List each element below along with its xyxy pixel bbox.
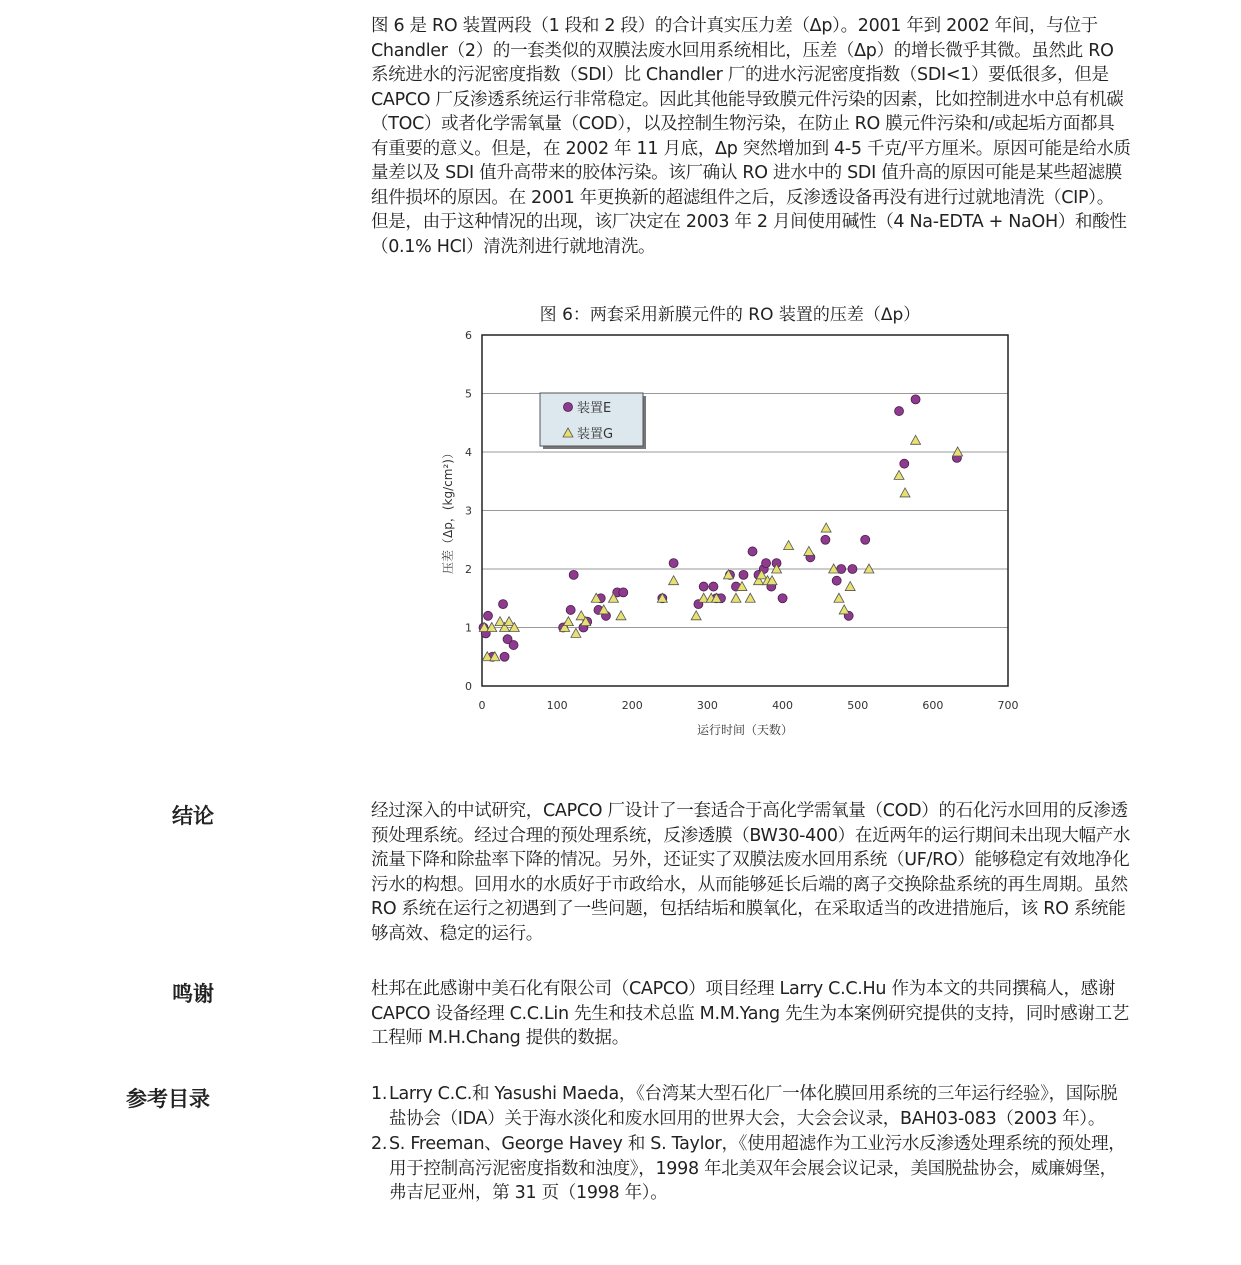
x-tick-label: 300 bbox=[696, 699, 718, 712]
x-tick-label: 700 bbox=[997, 699, 1019, 712]
data-point-circle bbox=[762, 559, 771, 568]
x-tick-label: 400 bbox=[772, 699, 794, 712]
pressure-difference-chart bbox=[430, 325, 1030, 745]
ack-paragraph: 杜邦在此感谢中美石化有限公司（CAPCO）项目经理 Larry C.C.Hu 作为本文的共同撰稿人，感谢 CAPCO 设备经理 C.C.Lin 先生和技术总监 M.M.Yang 先生为本案例研究提供的支持，同时感谢工艺工程师 M.H.Chang 提供的数据。 bbox=[371, 979, 1130, 1048]
data-point-circle bbox=[709, 582, 718, 591]
data-point-circle bbox=[509, 641, 518, 650]
data-point-circle bbox=[821, 535, 830, 544]
conclusion-paragraph: 经过深入的中试研究，CAPCO 厂设计了一套适合于高化学需氧量（COD）的石化污水回用的反渗透预处理系统。经过合理的预处理系统，反渗透膜（BW30-400）在近两年的运行期间未出现大幅产水流量下降和除盐率下降的情况。另外，还证实了双膜法废水回用系统（UF/RO）能够稳定有效地净化污水的构想。回用水的水质好于市政给水，从而能够延长后端的离子交换除盐系统的再生周期。虽然 RO 系统在运行之初遇到了一些问题，包括结垢和膜氧化，在采取适当的改进措施后，该 RO 系统能够高效、稳定的运行。 bbox=[371, 801, 1131, 944]
x-tick-label: 0 bbox=[478, 699, 486, 712]
data-point-circle bbox=[500, 652, 509, 661]
legend-label: 装置E bbox=[577, 401, 612, 416]
y-tick-label: 1 bbox=[465, 621, 472, 635]
x-tick-label: 100 bbox=[546, 699, 568, 712]
x-axis-label: 运行时间（天数） bbox=[696, 723, 794, 737]
data-point-circle bbox=[748, 547, 757, 556]
intro-paragraph: 图 6 是 RO 装置两段（1 段和 2 段）的合计真实压力差（Δp）。2001 年到 2002 年间，与位于 Chandler（2）的一套类似的双膜法废水回用系统相比，压差（Δp）的增长微乎其微。虽然此 RO 系统进水的污泥密度指数（SDI）比 Chandler 厂的进水污泥密度指数（SDI<1）要低很多，但是 CAPCO 厂反渗透系统运行非常稳定。因此其他能导致膜元件污染的因素，比如控制进水中总有机碳（TOC）或者化学需氧量（COD），以及控制生物污染，在防止 RO 膜元件污染和/或起垢方面都具有重要的意义。但是，在 2002 年 11 月底，Δp 突然增加到 4-5 千克/平方厘米。原因可能是给水质量差以及 SDI 值升高带来的胶体污染。该厂确认 RO 进水中的 SDI 值升高的原因可能是某些超滤膜组件损坏的原因。在 2001 年更换新的超滤组件之后，反渗透设备再没有进行过就地清洗（CIP）。但是，由于这种情况的出现，该厂决定在 2003 年 2 月间使用碱性（4 Na-EDTA + NaOH）和酸性（0.1% HCl）清洗剂进行就地清洗。 bbox=[371, 16, 1131, 257]
legend-label: 装置G bbox=[577, 427, 614, 442]
data-point-circle bbox=[895, 407, 904, 416]
data-point-circle bbox=[669, 559, 678, 568]
data-point-circle bbox=[739, 570, 748, 579]
data-point-circle bbox=[566, 605, 575, 614]
reference-item bbox=[371, 1132, 1131, 1206]
y-axis-label: 压差（Δp，(kg/cm²)） bbox=[441, 447, 455, 574]
reference-text: S. Freeman、George Havey 和 S. Taylor，《使用超滤作为工业污水反渗透处理系统的预处理，用于控制高污泥密度指数和浊度》，1998 年北美双年会展会议记录，美国脱盐协会，威廉姆堡，弗吉尼亚州，第 31 页（1998 年）。 bbox=[389, 1134, 1126, 1203]
x-tick-label: 500 bbox=[847, 699, 869, 712]
references-heading: 参考目录 bbox=[126, 1087, 210, 1111]
data-point-circle bbox=[832, 576, 841, 585]
data-point-circle bbox=[778, 594, 787, 603]
data-point-circle bbox=[911, 395, 920, 404]
y-tick-label: 2 bbox=[465, 563, 472, 576]
figure-title: 图 6：两套采用新膜元件的 RO 装置的压差（Δp） bbox=[539, 305, 921, 325]
reference-text: Larry C.C.和 Yasushi Maeda，《台湾某大型石化厂一体化膜回用系统的三年运行经验》，国际脱盐协会（IDA）关于海水淡化和废水回用的世界大会，大会会议录，BAH03-083（2003 年）。 bbox=[389, 1084, 1118, 1129]
y-tick-label: 6 bbox=[465, 329, 472, 342]
data-point-circle bbox=[619, 588, 628, 597]
y-tick-label: 5 bbox=[465, 387, 472, 401]
x-tick-label: 600 bbox=[922, 699, 944, 712]
data-point-circle bbox=[861, 535, 870, 544]
reference-item bbox=[371, 1082, 1131, 1131]
y-tick-label: 4 bbox=[465, 446, 472, 459]
data-point-circle bbox=[848, 565, 857, 574]
reference-number: 1. bbox=[371, 1084, 388, 1104]
legend-marker-circle bbox=[564, 403, 573, 412]
data-point-circle bbox=[569, 570, 578, 579]
y-tick-label: 0 bbox=[465, 680, 472, 693]
ack-heading: 鸣谢 bbox=[172, 982, 214, 1006]
y-tick-label: 3 bbox=[465, 504, 472, 518]
data-point-circle bbox=[699, 582, 708, 591]
data-point-circle bbox=[484, 611, 493, 620]
data-point-circle bbox=[499, 600, 508, 609]
reference-number: 2. bbox=[371, 1134, 388, 1154]
references-list bbox=[371, 1082, 1131, 1207]
x-tick-label: 200 bbox=[621, 699, 643, 712]
data-point-circle bbox=[900, 459, 909, 468]
conclusion-heading: 结论 bbox=[172, 804, 214, 828]
